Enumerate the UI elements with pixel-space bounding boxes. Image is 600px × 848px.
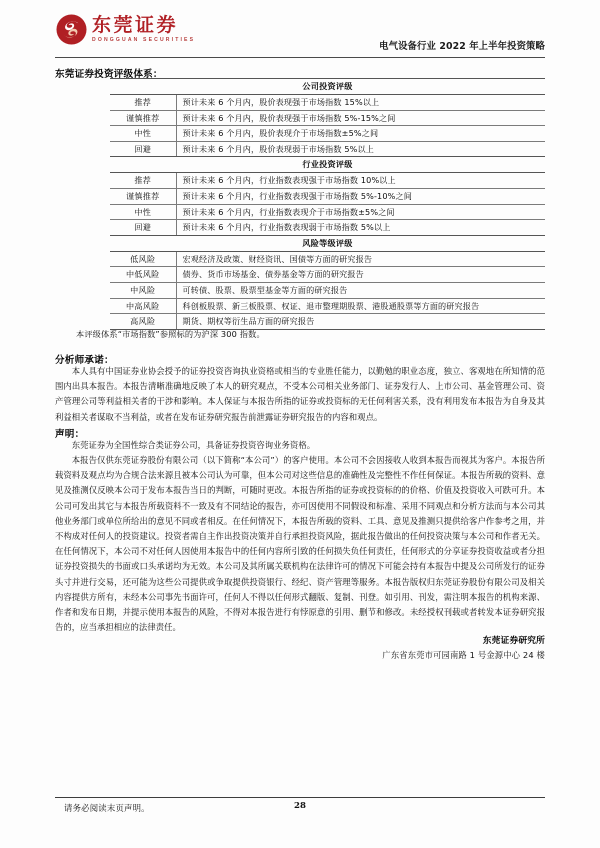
rating-description-cell: 预计未来 6 个月内，行业指数表现强于市场指数 5%-10%之间 — [176, 188, 545, 204]
investment-rating-table — [110, 78, 545, 330]
rating-label-cell: 推荐 — [110, 173, 176, 189]
rating-label-cell: 回避 — [110, 141, 176, 157]
analyst-commitment-body: 本人具有中国证券业协会授予的证券投资咨询执业资格或相当的专业胜任能力，以勤勉的职业态度，独立、客观地在所知情的范围内出具本报告。本报告清晰准确地反映了本人的研究观点，不受本公司相关业务部门、证券发行人、上市公司、基金管理公司、资产管理公司等利益相关者的干涉和影响。本人保证与本报告所指的证券或投资标的无任何利害关系，没有利用发布本报告为自身及其利益相关者谋取不当利益，或者在发布证券研究报告前泄露证券研究报告的内容和观点。 — [55, 366, 545, 422]
table-row — [110, 126, 545, 142]
statement-heading: 声明： — [55, 429, 85, 440]
signature-block — [382, 634, 545, 662]
rating-label-cell: 谨慎推荐 — [110, 188, 176, 204]
rating-description-cell: 宏观经济及政策、财经资讯、国债等方面的研究报告 — [176, 251, 545, 267]
rating-description-cell: 预计未来 6 个月内，股价表现介于市场指数±5%之间 — [176, 126, 545, 142]
company-logo — [56, 14, 195, 45]
rating-group-heading: 风险等级评级 — [110, 235, 545, 251]
rating-label-cell: 低风险 — [110, 251, 176, 267]
rating-label-cell: 推荐 — [110, 95, 176, 111]
rating-description-cell: 预计未来 6 个月内，股价表现强于市场指数 5%-15%之间 — [176, 110, 545, 126]
table-row — [110, 110, 545, 126]
rating-description-cell: 预计未来 6 个月内，行业指数表现弱于市场指数 5%以上 — [176, 220, 545, 236]
table-row — [110, 220, 545, 236]
rating-group-heading-row — [110, 235, 545, 251]
rating-description-cell: 预计未来 6 个月内，行业指数表现介于市场指数±5%之间 — [176, 204, 545, 220]
page-header — [0, 0, 600, 62]
logo-wordmark — [92, 13, 196, 43]
header-divider — [55, 57, 545, 58]
rating-label-cell: 谨慎推荐 — [110, 110, 176, 126]
rating-description-cell: 可转债、股票、股票型基金等方面的研究报告 — [176, 282, 545, 298]
logo-english-name: DONGGUAN SECURITIES — [92, 36, 196, 43]
statement-qualification-text: 东莞证券为全国性综合类证券公司，具备证券投资咨询业务资格。 — [71, 440, 316, 450]
signature-organization: 东莞证券研究所 — [482, 636, 545, 646]
table-row — [110, 314, 545, 330]
rating-label-cell: 高风险 — [110, 314, 176, 330]
rating-table-body — [110, 79, 545, 330]
rating-group-heading-row — [110, 79, 545, 95]
rating-label-cell: 回避 — [110, 220, 176, 236]
analyst-commitment-heading: 分析师承诺： — [55, 355, 114, 366]
logo-chinese-name: 东莞证券 — [92, 13, 179, 36]
rating-description-cell: 债券、货币市场基金、债券基金等方面的研究报告 — [176, 267, 545, 283]
signature-address: 广东省东莞市可园南路 1 号金源中心 24 楼 — [382, 650, 545, 660]
rating-description-cell: 预计未来 6 个月内，行业指数表现强于市场指数 10%以上 — [176, 173, 545, 189]
rating-group-heading: 公司投资评级 — [110, 79, 545, 95]
rating-description-cell: 预计未来 6 个月内，股价表现弱于市场指数 5%以上 — [176, 141, 545, 157]
table-row — [110, 173, 545, 189]
footer-divider — [55, 797, 545, 798]
rating-group-heading-row — [110, 157, 545, 173]
statement-disclaimer-text: 本报告仅供东莞证券股份有限公司（以下简称“本公司”）的客户使用。本公司不会因接收人收到本报告而视其为客户。本报告所载资料及观点均为合规合法来源且被本公司认为可靠，但本公司对这些信息的准确性及完整性不作任何保证。本报告所载的资料、意见及推测仅反映本公司于发布本报告当日的判断，可随时更改。本报告所指的证券或投资标的的价格、价值及投资收入可跌可升。本公司可发出其它与本报告所载资料不一致及有不同结论的报告，亦可因使用不同假设和标准、采用不同观点和分析方法而与本公司其他业务部门或单位所给出的意见不同或者相反。在任何情况下，本报告所载的资料、工具、意见及推测只提供给客户作参考之用，并不构成对任何人的投资建议。投资者需自主作出投资决策并自行承担投资风险，据此报告做出的任何投资决策与本公司和作者无关。在任何情况下，本公司不对任何人因使用本报告中的任何内容所引致的任何损失负任何责任，任何形式的分享证券投资收益或者分担证券投资损失的书面或口头承诺均为无效。本公司及其所属关联机构在法律许可的情况下可能会持有本报告中提及公司所发行的证券头寸并进行交易，还可能为这些公司提供或争取提供投资银行、经纪、资产管理等服务。本报告版权归东莞证券股份有限公司及相关内容提供方所有，未经本公司事先书面许可，任何人不得以任何形式翻版、复制、刊登。如引用、刊发，需注明本报告的机构来源、作者和发布日期，并提示使用本报告的风险，不得对本报告进行有悖原意的引用、删节和修改。未经授权刊载或者转发本证券研究报告的，应当承担相应的法律责任。 — [55, 455, 545, 633]
table-row — [110, 298, 545, 314]
rating-label-cell: 中性 — [110, 204, 176, 220]
table-row — [110, 204, 545, 220]
table-row — [110, 188, 545, 204]
table-row — [110, 95, 545, 111]
table-row — [110, 141, 545, 157]
footer-disclaimer-note: 请务必阅读末页声明。 — [64, 803, 150, 813]
report-running-title: 电气设备行业 2022 年上半年投资策略 — [379, 41, 545, 52]
rating-system-heading: 东莞证券投资评级体系： — [55, 69, 163, 80]
rating-description-cell: 科创板股票、新三板股票、权证、退市整理期股票、港股通股票等方面的研究报告 — [176, 298, 545, 314]
rating-label-cell: 中高风险 — [110, 298, 176, 314]
page-number: 28 — [294, 801, 306, 811]
table-row — [110, 282, 545, 298]
rating-label-cell: 中风险 — [110, 282, 176, 298]
rating-table-note: 本评级体系“市场指数”参照标的为沪深 300 指数。 — [76, 329, 265, 339]
rating-description-cell: 期货、期权等衍生品方面的研究报告 — [176, 314, 545, 330]
rating-label-cell: 中性 — [110, 126, 176, 142]
table-row — [110, 251, 545, 267]
rating-group-heading: 行业投资评级 — [110, 157, 545, 173]
rating-label-cell: 中低风险 — [110, 267, 176, 283]
table-row — [110, 267, 545, 283]
dongguan-securities-logo-icon — [56, 14, 87, 45]
rating-description-cell: 预计未来 6 个月内，股价表现强于市场指数 15%以上 — [176, 95, 545, 111]
